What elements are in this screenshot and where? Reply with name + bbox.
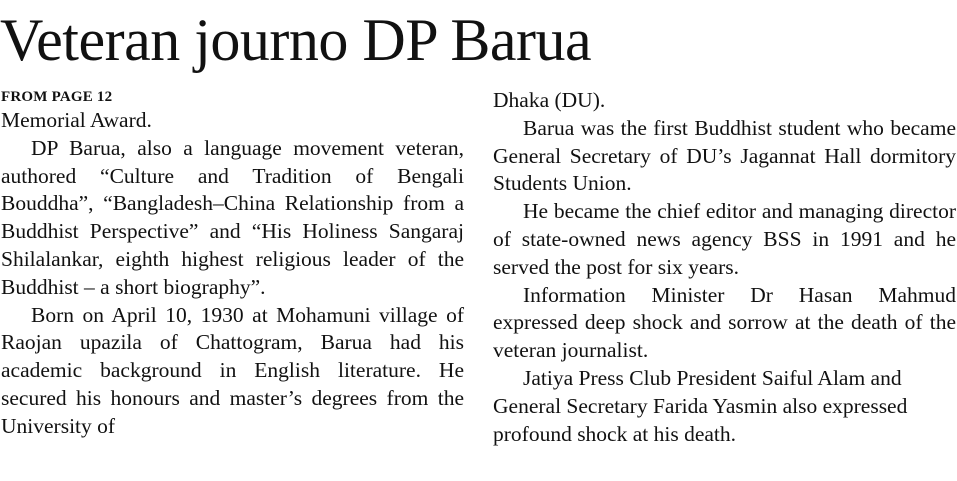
left-column [1, 87, 464, 441]
right-column [493, 87, 956, 448]
paragraph-biography: Born on April 10, 1930 at Mohamuni village of Raojan upazila of Chattogram, Barua had his academic background in English literature. He secured his honours and master’s degrees from the University of [1, 302, 464, 438]
paragraph-student-union: Barua was the first Buddhist student who became General Secretary of DU’s Jagannat Hall dormitory Students Union. [493, 115, 956, 196]
continuation-text: Dhaka (DU). [493, 88, 606, 112]
kicker-from-page: FROM PAGE 12 [1, 89, 113, 105]
paragraph-press-club-condolence: Jatiya Press Club President Saiful Alam and General Secretary Farida Yasmin also expressed profound shock at his death. [493, 365, 908, 446]
continuation-text: Memorial Award. [1, 108, 152, 132]
paragraph-minister-condolence: Information Minister Dr Hasan Mahmud expressed deep shock and sorrow at the death of the veteran journalist. [493, 282, 956, 363]
paragraph-bss-editor: He became the chief editor and managing director of state-owned news agency BSS in 1991 and he served the post for six years. [493, 199, 956, 279]
paragraph-authored-works: DP Barua, also a language movement veteran, authored “Culture and Tradition of Bengali Bouddha”, “Bangladesh–China Relationship from a Buddhist Perspective” and “His Holiness Sangaraj Shilalankar, eighth highest religious leader of the Buddhist – a short biography”. [1, 135, 464, 299]
headline: Veteran journo DP Barua [0, 7, 592, 73]
